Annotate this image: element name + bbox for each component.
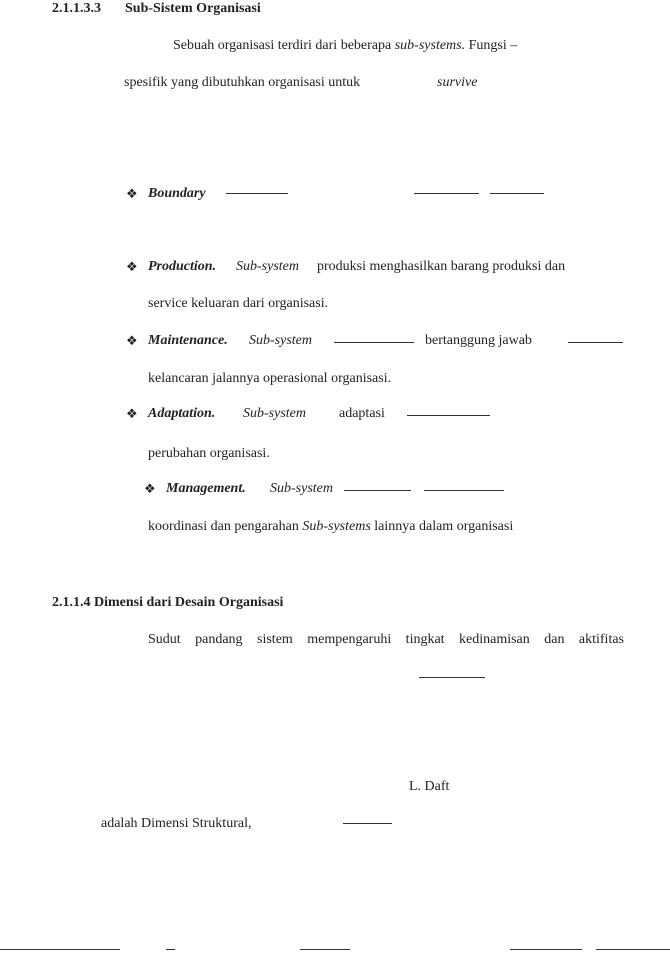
- text-run: Fungsi –: [465, 38, 518, 53]
- bullet-text: kelancaran jalannya operasional organisasi.: [148, 371, 392, 386]
- redaction-line: [490, 193, 544, 194]
- paragraph-line: spesifik yang dibutuhkan organisasi untuk: [124, 75, 361, 90]
- paragraph-line: [148, 632, 624, 648]
- bullet-subsystem: Sub-system: [270, 481, 333, 496]
- bullet-text: service keluaran dari organisasi.: [148, 296, 329, 311]
- redaction-line: [334, 342, 414, 343]
- redaction-line: [300, 949, 350, 950]
- bullet-text: [148, 519, 513, 535]
- text-run: koordinasi dan pengarahan: [148, 519, 303, 534]
- bullet-icon: ❖: [126, 260, 138, 275]
- redaction-line: [510, 949, 582, 950]
- bullet-text: adaptasi: [339, 406, 385, 421]
- bullet-icon: ❖: [126, 407, 138, 422]
- section-title: Sub-Sistem Organisasi: [125, 1, 261, 16]
- redaction-line: [596, 949, 670, 950]
- redaction-line: [226, 193, 288, 194]
- bullet-icon: ❖: [126, 187, 138, 202]
- bullet-term: Maintenance.: [148, 333, 228, 348]
- bullet-text: produksi menghasilkan barang produksi dan: [317, 259, 566, 274]
- text-run-italic: sub-systems.: [394, 38, 466, 53]
- redaction-line: [343, 823, 392, 824]
- paragraph-line: adalah Dimensi Struktural,: [101, 816, 252, 831]
- bullet-subsystem: Sub-system: [236, 259, 299, 274]
- redaction-line: [414, 193, 479, 194]
- bullet-subsystem: Sub-system: [243, 406, 306, 421]
- bullet-term: Management.: [166, 481, 246, 496]
- bullet-term: Adaptation.: [148, 406, 216, 421]
- text-run-italic: Sub-systems: [302, 519, 371, 534]
- text-run: Sebuah organisasi terdiri dari beberapa: [173, 38, 395, 53]
- redaction-line: [344, 490, 411, 491]
- redaction-line: [166, 949, 175, 950]
- paragraph-line-italic: survive: [437, 75, 478, 90]
- bullet-text: bertanggung jawab: [425, 333, 532, 348]
- redaction-line: [568, 342, 623, 343]
- bullet-text: perubahan organisasi.: [148, 446, 270, 461]
- text-run: lainnya dalam organisasi: [370, 519, 514, 534]
- redaction-line: [419, 677, 485, 678]
- redaction-line: [424, 490, 504, 491]
- bullet-icon: ❖: [126, 334, 138, 349]
- redaction-line: [407, 415, 490, 416]
- redaction-line: [0, 949, 120, 950]
- paragraph-text: Sudut pandang sistem mempengaruhi tingkat kedinamisan dan aktifitas: [148, 632, 624, 647]
- author-name: L. Daft: [409, 779, 450, 794]
- paragraph-line: [173, 38, 517, 54]
- section-number: 2.1.1.3.3: [52, 1, 101, 16]
- bullet-term: Boundary: [148, 186, 206, 201]
- section-title: 2.1.1.4 Dimensi dari Desain Organisasi: [52, 595, 284, 610]
- bullet-term: Production.: [148, 259, 217, 274]
- bullet-icon: ❖: [144, 482, 156, 497]
- bullet-subsystem: Sub-system: [249, 333, 312, 348]
